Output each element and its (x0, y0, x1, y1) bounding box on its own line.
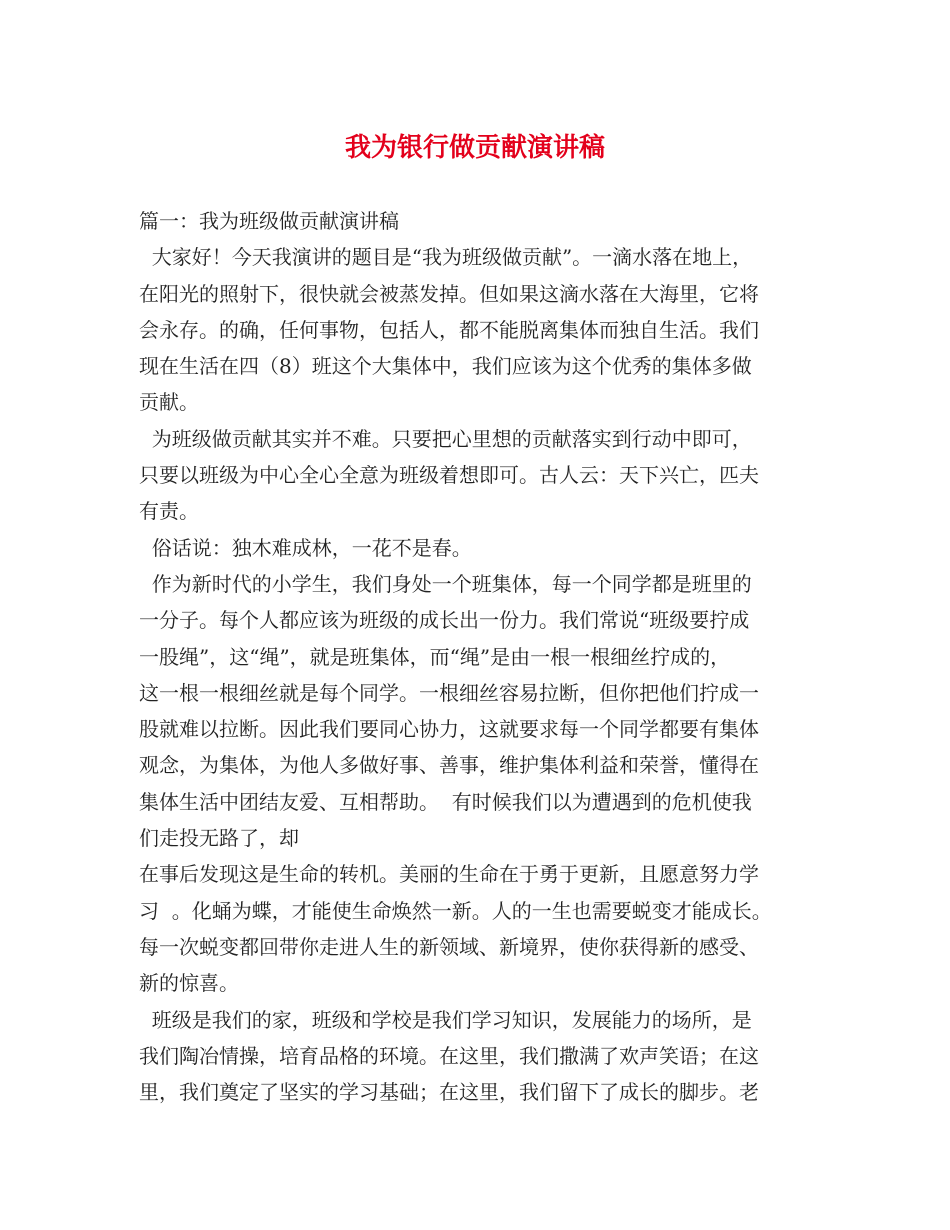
body-line: 观念，为集体，为他人多做好事、善事，维护集体利益和荣誉，懂得在 (139, 753, 759, 778)
body-line: 一分子。每个人都应该为班级的成长出一份力。我们常说“班级要拧成 (139, 608, 750, 633)
document-title: 我为银行做贡献演讲稿 (344, 133, 605, 163)
body-line: 现在生活在四（8）班这个大集体中，我们应该为这个优秀的集体多做 (139, 354, 752, 379)
body-line: 新的惊喜。 (139, 971, 239, 996)
body-line: 在阳光的照射下，很快就会被蒸发掉。但如果这滴水落在大海里，它将 (139, 281, 759, 306)
body-line: 作为新时代的小学生，我们身处一个班集体，每一个同学都是班里的 (139, 571, 752, 596)
body-line: 集体生活中团结友爱、互相帮助。 有时候我们以为遭遇到的危机使我 (139, 789, 752, 814)
body-line: 这一根一根细丝就是每个同学。一根细丝容易拉断，但你把他们拧成一 (139, 680, 759, 705)
body-line: 大家好！今天我演讲的题目是“我为班级做贡献”。一滴水落在地上， (139, 245, 753, 270)
body-line: 一股绳”，这“绳”，就是班集体，而“绳”是由一根一根细丝拧成的， (139, 644, 731, 669)
body-line: 为班级做贡献其实并不难。只要把心里想的贡献落实到行动中即可， (139, 426, 752, 451)
document-body (139, 203, 839, 1110)
body-line: 贡献。 (139, 390, 199, 415)
body-line: 班级是我们的家，班级和学校是我们学习知识，发展能力的场所，是 (139, 1007, 752, 1032)
body-line: 俗话说：独木难成林，一花不是春。 (139, 535, 472, 560)
body-line: 习 。化蛹为蝶，才能使生命焕然一新。人的一生也需要蜕变才能成长。 (139, 898, 772, 923)
body-line: 们走投无路了，却 (139, 826, 299, 851)
body-line: 每一次蜕变都回带你走进人生的新领域、新境界，使你获得新的感受、 (139, 934, 759, 959)
body-line: 里，我们奠定了坚实的学习基础；在这里，我们留下了成长的脚步。老 (139, 1080, 759, 1105)
body-line: 股就难以拉断。因此我们要同心协力，这就要求每一个同学都要有集体 (139, 717, 759, 742)
body-line: 篇一：我为班级做贡献演讲稿 (139, 209, 399, 233)
body-line: 有责。 (139, 499, 199, 524)
body-line: 只要以班级为中心全心全意为班级着想即可。古人云：天下兴亡，匹夫 (139, 463, 759, 488)
body-line: 会永存。的确，任何事物，包括人，都不能脱离集体而独自生活。我们 (139, 317, 759, 342)
body-line: 在事后发现这是生命的转机。美丽的生命在于勇于更新，且愿意努力学 (139, 862, 759, 887)
body-line: 我们陶冶情操，培育品格的环境。在这里，我们撒满了欢声笑语；在这 (139, 1043, 759, 1068)
